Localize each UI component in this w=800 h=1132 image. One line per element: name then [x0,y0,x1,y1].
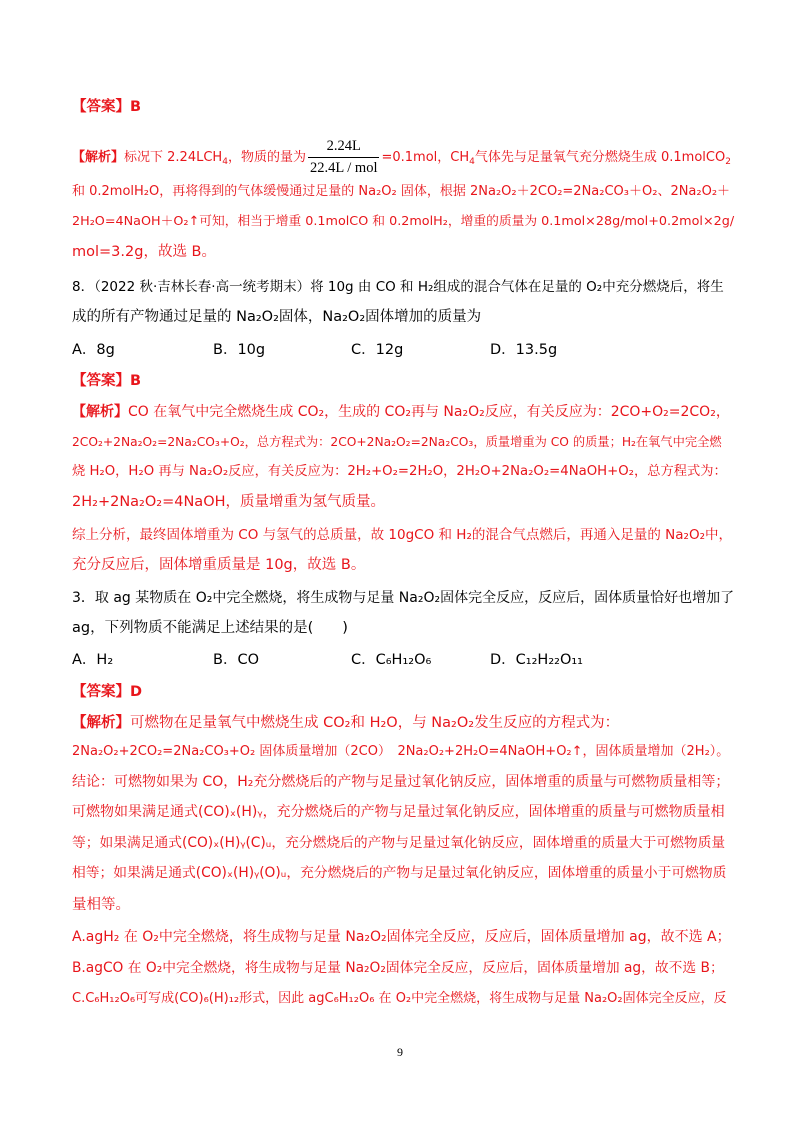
q3-analysis-line5: 等；如果满足通式(CO)ₓ(H)ᵧ(C)ᵤ，充分燃烧后的产物与足量过氧化钠反应，固体增重的质量大于可燃物质量 [72,835,726,851]
q3-analysis-line7: 量相等。 [72,897,130,913]
q8-stem-line1: 8．（2022 秋·吉林长春·高一统考期末）将 10g 由 CO 和 H₂组成的混合气体在足量的 O₂中充分燃烧后，将生 [72,279,724,295]
q3-analysis-line10: C.C₆H₁₂O₆可写成(CO)₆(H)₁₂形式，因此 agC₆H₁₂O₆ 在 O₂中完全燃烧，将生成物与足量 Na₂O₂固体完全反应，反 [72,991,727,1006]
q3-analysis-line1: 【解析】可燃物在足量氧气中燃烧生成 CO₂和 H₂O，与 Na₂O₂发生反应的方程式为： [72,715,620,731]
q8-analysis-line5: 综上分析，最终固体增重为 CO 与氢气的总质量，故 10gCO 和 H₂的混合气点燃后，再通入足量的 Na₂O₂中， [72,527,732,543]
q8-option-a: A．8g [72,342,115,358]
q7-analysis-line4: mol=3.2g，故选 B。 [72,244,216,260]
q3-option-b: B．CO [213,652,259,668]
q8-analysis-line1: 【解析】CO 在氧气中完全燃烧生成 CO₂，生成的 CO₂再与 Na₂O₂反应，有关反应为：2CO+O₂=2CO₂， [72,404,730,420]
q7-analysis-line3: 2H₂O=4NaOH＋O₂↑可知，相当于增重 0.1molCO 和 0.2molH₂，增重的质量为 0.1mol×28g/mol+0.2mol×2g/ [72,214,735,229]
q3-analysis-line8: A.agH₂ 在 O₂中完全燃烧，将生成物与足量 Na₂O₂固体完全反应，反应后，固体质量增加 ag，故不选 A； [72,929,731,945]
q8-analysis-line6: 充分反应后，固体增重质量是 10g，故选 B。 [72,557,366,573]
q8-option-d: D．13.5g [490,342,558,358]
q8-option-b: B．10g [213,342,266,358]
q8-analysis-line3: 烧 H₂O，H₂O 再与 Na₂O₂反应，有关反应为：2H₂+O₂=2H₂O，2H₂O+2Na₂O₂=4NaOH+O₂，总方程式为： [72,464,727,479]
q3-stem-line2: ag，下列物质不能满足上述结果的是( ) [72,620,348,636]
q8-analysis-line2: 2CO₂+2Na₂O₂=2Na₂CO₃+O₂，总方程式为：2CO+2Na₂O₂=2Na₂CO₃，质量增重为 CO 的质量；H₂在氧气中完全燃 [72,435,722,449]
q8-option-c: C．12g [351,342,404,358]
q3-stem-line1: 3．取 ag 某物质在 O₂中完全燃烧，将生成物与足量 Na₂O₂固体完全反应，反应后，固体质量恰好也增加了 [72,590,735,606]
q3-option-c: C．C₆H₁₂O₆ [351,652,432,668]
q8-analysis-line4: 2H₂+2Na₂O₂=4NaOH，质量增重为氢气质量。 [72,494,386,510]
q3-analysis-line6: 相等；如果满足通式(CO)ₓ(H)ᵧ(O)ᵤ，充分燃烧后的产物与足量过氧化钠反应，固体增重的质量小于可燃物质 [72,865,727,881]
analysis-tag: 【解析】 [72,150,125,165]
q8-stem-line2: 成的所有产物通过足量的 Na₂O₂固体，Na₂O₂固体增加的质量为 [72,309,482,325]
q3-answer: 【答案】D [72,684,143,700]
q7-analysis-line2: 和 0.2molH₂O，再将得到的气体缓慢通过足量的 Na₂O₂ 固体，根据 2Na₂O₂＋2CO₂=2Na₂CO₃＋O₂、2Na₂O₂＋ [72,184,731,199]
q3-analysis-line3: 结论：可燃物如果为 CO，H₂充分燃烧后的产物与足量过氧化钠反应，固体增重的质量与可燃物质量相等； [72,774,730,790]
molar-fraction: $\frac{2.24L}{\text{22.4L / mol}}$ [309,138,378,176]
page-number: 9 [397,1045,403,1059]
q3-option-d: D．C₁₂H₂₂O₁₁ [490,652,583,668]
q7-answer: 【答案】B [72,99,142,115]
q3-analysis-line2: 2Na₂O₂+2CO₂=2Na₂CO₃+O₂ 固体质量增加（2CO） 2Na₂O₂+2H₂O=4NaOH+O₂↑，固体质量增加（2H₂）。 [72,744,730,759]
q3-analysis-line9: B.agCO 在 O₂中完全燃烧，将生成物与足量 Na₂O₂固体完全反应，反应后，固体质量增加 ag，故不选 B； [72,960,724,976]
q3-option-a: A．H₂ [72,652,114,668]
q3-analysis-line4: 可燃物如果满足通式(CO)ₓ(H)ᵧ，充分燃烧后的产物与足量过氧化钠反应，固体增重的质量与可燃物质量相 [72,804,725,820]
q7-analysis-line1: 【解析】标况下 $2.24LCH_4$，物质的量为 $\frac{2.24L}{\text{22.4L / mol}}$ =0.1mol，$CH_4$气体先与足量氧气充分燃烧生成 0.1molCO$_2$ [72,138,731,176]
q8-answer: 【答案】B [72,373,142,389]
